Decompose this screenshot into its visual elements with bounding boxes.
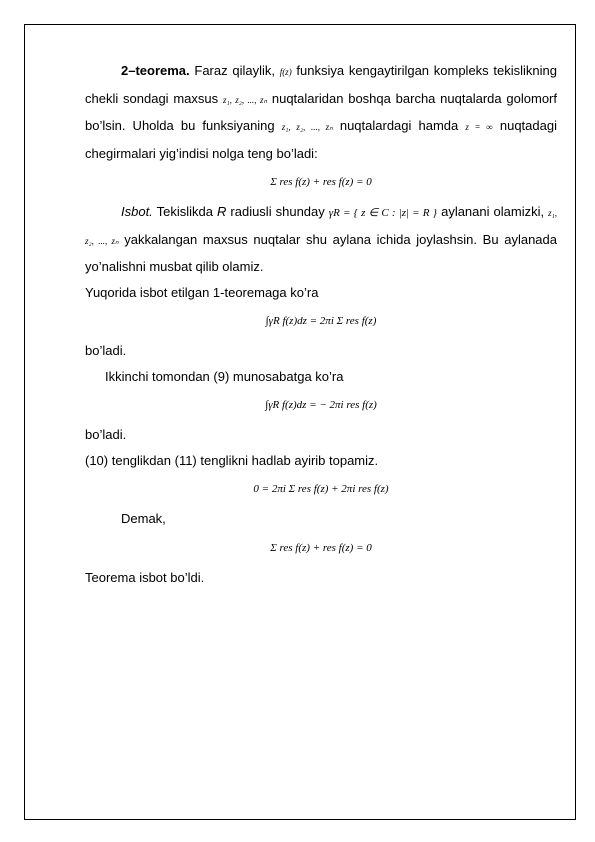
radius-symbol: R [216, 204, 227, 219]
result-text-2: bo’ladi. [85, 427, 127, 442]
singular-points: z₁, z₂, ..., zₙ [85, 208, 558, 246]
combined-formula: 0 = 2πi Σ res f(z) + 2πi res f(z) [253, 483, 389, 495]
final-formula: Σ res f(z) + res f(z) = 0 [270, 541, 372, 554]
reference-line: Yuqorida isbot etilgan 1-teoremaga ko’ra [85, 284, 319, 300]
second-side-line: Ikkinchi tomondan (9) munosabatga ko’ra [105, 368, 344, 384]
theorem-title: 2–teorema. [121, 63, 190, 78]
infinity-point: z = ∞ [465, 122, 493, 132]
circle-definition: γR = { z ∈ C : |z| = R } [328, 207, 438, 219]
proof-end: Teorema isbot bo’ldi. [85, 569, 205, 585]
proof-label: Isbot. [121, 204, 153, 219]
subtraction-line: (10) tenglikdan (11) tenglikni hadlab ayirib topamiz. [85, 452, 379, 468]
singular-points: z₁, z₂, ..., zₙ [222, 94, 268, 105]
integral-formula-2: ∫γR f(z)dz = − 2πi res f(z) [265, 399, 377, 411]
integral-formula-1: ∫γR f(z)dz = 2πi Σ res f(z) [265, 315, 377, 327]
document-body [85, 58, 557, 590]
conclusion-word: Demak, [121, 511, 166, 526]
proof-paragraph: Isbot. Tekislikda R radiusli shunday γR = { z ∈ C : |z| = R } aylanani olamizki, z₁, z₂, ..., zₙ yakkalangan maxsus nuqtalar shu aylana ichida joylashsin. Bu aylanada yo’nalishni musbat qilib olamiz. [85, 204, 558, 274]
theorem-formula: Σ res f(z) + res f(z) = 0 [270, 176, 372, 188]
result-text-1: bo’ladi. [85, 343, 127, 358]
singular-points: z₁, z₂, ..., zₙ [281, 122, 333, 132]
theorem-paragraph: 2–teorema. Faraz qilaylik, f(z) funksiya kengaytirilgan kompleks tekislikning chekli sondagi maxsus z₁, z₂, ..., zₙ nuqtalaridan boshqa barcha nuqtalarda golomorf bo’lsin. Uholda bu funksiyaning z₁, z₂, ..., zₙ nuqtalardagi hamda z = ∞ nuqtadagi chegirmalari yig’indisi nolga teng bo’ladi: [85, 63, 557, 161]
function-symbol: f(z) [279, 67, 292, 77]
